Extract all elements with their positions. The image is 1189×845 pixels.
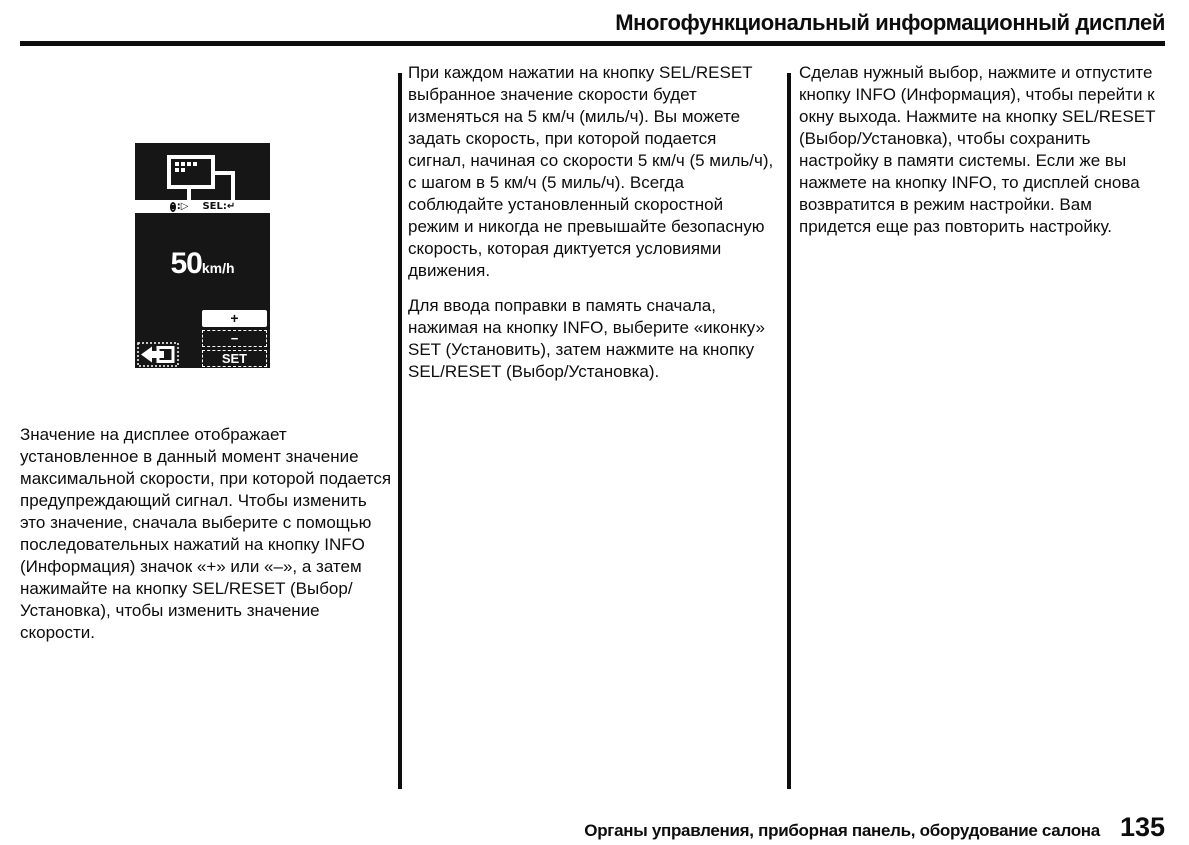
left-paragraph: Значение на дисплее отображает установленное в данный момент значение максимальной скорости, при которой подается предупреждающий сигнал. Чтобы изменить это значение, сначала выберите с помощью последовательных нажатий на кнопку INFO (Информация) значок «+» или «–», а затем нажимайте на кнопку SEL/RESET (Выбор/Установка), чтобы изменить значение скорости. [20, 425, 392, 642]
column-divider-1 [398, 73, 402, 789]
info-knob-icon [170, 202, 176, 212]
right-column [799, 62, 1165, 251]
page-title: Многофункциональный информационный дисплей [615, 10, 1165, 35]
sel-hint-label: SEL:↵ [202, 201, 236, 212]
minus-button-illustration: − [202, 330, 267, 347]
button-hint-strip [135, 200, 270, 213]
footer-section-label: Органы управления, приборная панель, оборудование салона [584, 821, 1100, 840]
title-rule [20, 41, 1165, 46]
speed-value: 50 [170, 247, 202, 280]
page-footer [584, 812, 1165, 843]
sel-enter-hint [202, 201, 235, 212]
plus-button-illustration: + [202, 310, 267, 327]
right-paragraph: Сделав нужный выбор, нажмите и отпустите кнопку INFO (Информация), чтобы перейти к окну выхода. Нажмите на кнопку SEL/RESET (Выбор/Установка), чтобы сохранить настройку в памяти системы. Если же вы нажмете на кнопку INFO, то дисплей снова возвратится в режим настройки. Вам придется еще раз повторить настройку. [799, 63, 1156, 236]
display-illustration [135, 143, 270, 368]
column-divider-2 [787, 73, 791, 789]
middle-paragraph-2: Для ввода поправки в память сначала, нажимая на кнопку INFO, выберите «иконку» SET (Установить), затем нажмите на кнопку SEL/RESET (Выбор/Установка). [408, 296, 765, 381]
set-button-illustration: SET [202, 350, 267, 367]
front-window-shape [167, 155, 215, 189]
exit-icon [137, 342, 179, 367]
middle-column [408, 62, 776, 396]
middle-paragraph-1: При каждом нажатии на кнопку SEL/RESET выбранное значение скорости будет изменяться на 5 км/ч (миль/ч). Вы можете задать скорость, при которой подается сигнал, начиная со скорости 5 км/ч (5 миль/ч), с шагом в 5 км/ч (5 миль/ч). Всегда соблюдайте установленный скоростной режим и никогда не превышайте безопасную скорость, которая диктуется условиями движения. [408, 63, 774, 280]
speed-unit: km/h [201, 260, 235, 276]
speed-readout [135, 247, 270, 281]
display-button-stack [202, 310, 267, 370]
info-knob-hint [170, 201, 189, 212]
footer-page-number: 135 [1119, 812, 1165, 842]
left-column [20, 424, 392, 657]
info-hint-label: :▷ [176, 201, 189, 212]
